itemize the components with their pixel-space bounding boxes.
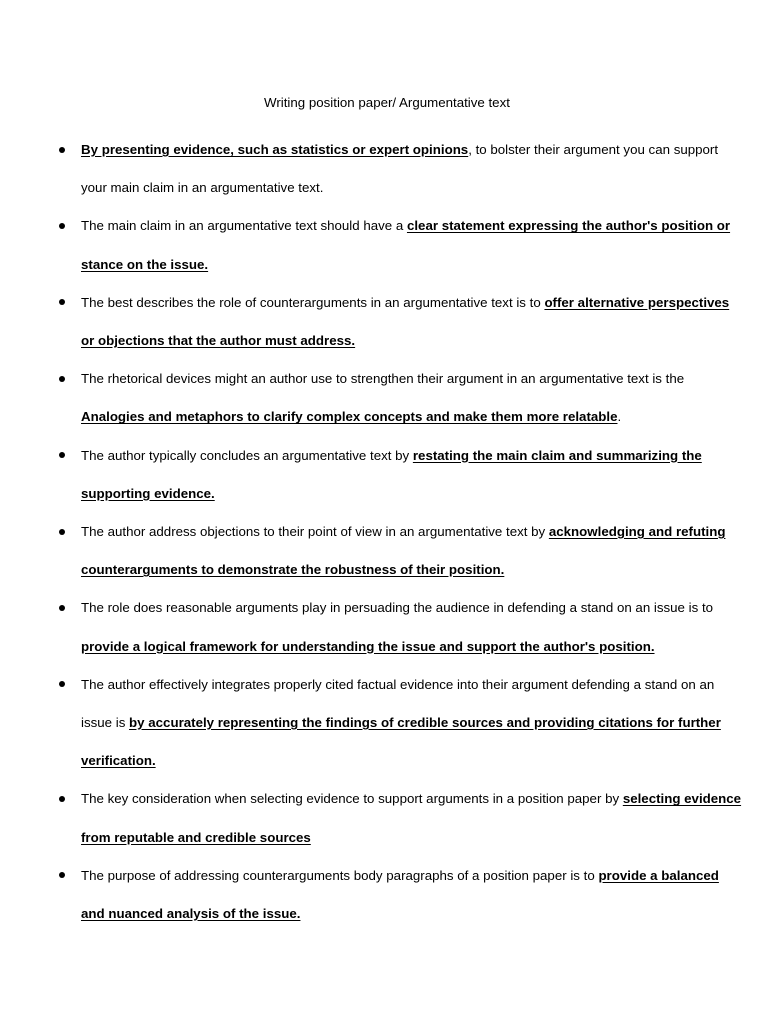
item-text-end: , to bolster their argument you can support your main claim in an argumentative text. — [81, 142, 719, 196]
bullet-icon — [59, 796, 65, 802]
item-text: The author effectively integrates properly cited factual evidence into their argument defending a stand on an issue is — [81, 676, 715, 731]
item-emphasis: restating the main claim and summarizing the supporting evidence. — [81, 447, 702, 501]
list-item — [0, 589, 768, 665]
document-title: Writing position paper/ Argumentative text — [264, 95, 510, 110]
item-emphasis: by accurately representing the findings of credible sources and providing citations for further verification. — [81, 715, 721, 769]
item-emphasis: clear statement expressing the author's position or stance on the issue. — [81, 218, 731, 272]
bullet-icon — [59, 299, 65, 305]
item-emphasis: acknowledging and refuting counterarguments to demonstrate the robustness of their position. — [81, 524, 726, 578]
list-item — [0, 437, 768, 513]
list-item — [0, 666, 768, 781]
bullet-icon — [59, 147, 65, 153]
item-text: The author typically concludes an argumentative text by — [81, 447, 413, 463]
item-text: The key consideration when selecting evidence to support arguments in a position paper by — [81, 791, 623, 807]
bullet-icon — [59, 605, 65, 611]
bullet-icon — [59, 529, 65, 535]
item-emphasis: By presenting evidence, such as statistics or expert opinions — [81, 142, 469, 157]
item-text: The rhetorical devices might an author use to strengthen their argument in an argumentative text is the — [81, 371, 685, 387]
item-text: The main claim in an argumentative text should have a — [81, 218, 407, 234]
item-emphasis: selecting evidence from reputable and credible sources — [81, 791, 742, 845]
list-item — [0, 513, 768, 589]
list-item — [0, 131, 768, 207]
item-emphasis: provide a logical framework for understanding the issue and support the author's position. — [81, 638, 655, 654]
item-emphasis: provide a balanced and nuanced analysis of the issue. — [81, 867, 719, 922]
item-text-end: . — [617, 409, 622, 425]
bullet-icon — [59, 376, 65, 382]
list-item — [0, 360, 768, 436]
item-emphasis: Analogies and metaphors to clarify complex concepts and make them more relatable — [81, 409, 618, 425]
bullet-icon — [59, 223, 65, 229]
bullet-list — [0, 131, 768, 933]
item-text: The author address objections to their point of view in an argumentative text by — [81, 524, 549, 540]
list-item — [0, 780, 768, 856]
bullet-icon — [59, 452, 65, 458]
list-item — [0, 284, 768, 360]
item-text: The purpose of addressing counterarguments body paragraphs of a position paper is to — [81, 867, 599, 883]
list-item — [0, 207, 768, 283]
bullet-icon — [59, 872, 65, 878]
list-item — [0, 857, 768, 933]
item-text: The role does reasonable arguments play in persuading the audience in defending a stand on an issue is to — [81, 600, 714, 616]
item-emphasis: offer alternative perspectives or objections that the author must address. — [81, 294, 730, 349]
bullet-icon — [59, 681, 65, 687]
item-text: The best describes the role of counterarguments in an argumentative text is to — [81, 294, 545, 310]
